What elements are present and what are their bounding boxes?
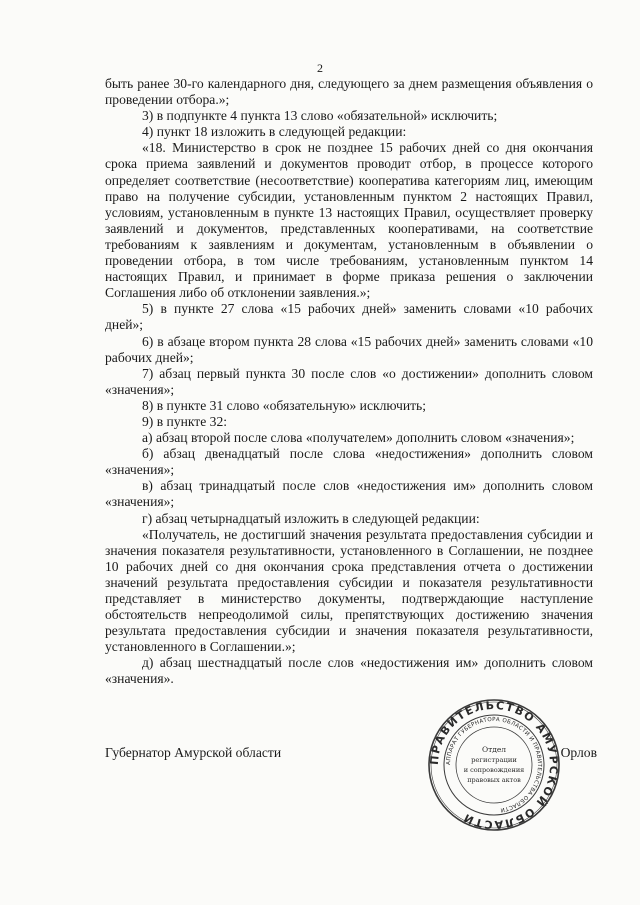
paragraph-subitem-a: а) абзац второй после слова «получателем» дополнить словом «значения»; [142,430,575,446]
document-body [105,76,593,688]
paragraph-item-3: 3) в подпункте 4 пункта 13 слово «обязательной» исключить; [142,108,498,124]
paragraph-item-5: 5) в пункте 27 слова «15 рабочих дней» заменить словами «10 рабочих дней»; [105,301,593,333]
paragraph-subitem-v: в) абзац тринадцатый после слов «недостижения им» дополнить словом «значения»; [105,478,593,510]
seal-center-line-4: правовых актов [467,776,521,784]
paragraph-item-4: 4) пункт 18 изложить в следующей редакции: [142,124,407,140]
paragraph-item-7: 7) абзац первый пункта 30 после слов «о достижении» дополнить словом «значения»; [105,365,593,397]
official-seal-stamp [427,698,561,832]
paragraph-new-clause-18: «18. Министерство в срок не позднее 15 рабочих дней со дня окончания срока приема заявлений и документов проводит отбор, в процессе которого определяет соответствие (несоответствие) кооператива категориям лиц, имеющим право на получение субсидии, установленным пунктом 2 настоящих Правил, условиям, установленным в пункте 13 настоящих Правил, осуществляет проверку заявлений и документов, представленных кооперативами, на соответствие требованиям к заявлениям и документам, установленным в объявлении о проведении отбора, в том числе требованиям, установленным пунктом 14 настоящих Правил, и принимает в форме приказа решения о заключении Соглашения либо об отклонении заявления.»; [105,140,593,301]
signatory-title: Губернатор Амурской области [105,745,282,760]
paragraph-subitem-g: г) абзац четырнадцатый изложить в следующей редакции: [142,510,480,526]
seal-inner-text: АППАРАТ ГУБЕРНАТОРА ОБЛАСТИ И ПРАВИТЕЛЬСТВА ОБЛАСТИ [445,716,543,813]
signatory-name: Орлов [560,745,597,760]
paragraph-continuation: быть ранее 30-го календарного дня, следующего за днем размещения объявления о проведении отбора.»; [105,76,593,108]
seal-outer-text: ПРАВИТЕЛЬСТВО АМУРСКОЙ ОБЛАСТИ [427,698,561,832]
page-number: 2 [317,61,323,75]
paragraph-subitem-b: б) абзац двенадцатый после слова «недостижения» дополнить словом «значения»; [105,446,593,478]
svg-text:АППАРАТ ГУБЕРНАТОРА ОБЛАСТИ И [446,717,542,813]
paragraph-item-9: 9) в пункте 32: [142,413,228,429]
paragraph-subitem-d: д) абзац шестнадцатый после слов «недостижения им» дополнить словом «значения». [105,655,593,687]
paragraph-item-6: 6) в абзаце втором пункта 28 слова «15 рабочих дней» заменить словами «10 рабочих дней»; [105,333,593,365]
seal-center-line-2: регистрации [471,756,517,764]
paragraph-item-8: 8) в пункте 31 слово «обязательную» исключить; [142,397,427,413]
seal-center-line-1: Отдел [481,745,507,754]
paragraph-new-abzac: «Получатель, не достигший значения результата предоставления субсидии и значения показателя результативности, установленного в Соглашении, не позднее 10 рабочих дней со дня окончания срока представления отчета о достижении значений результата предоставления субсидии и показателя результативности представляет в министерство документы, подтверждающие наступление обстоятельств непреодолимой силы, препятствующих достижению значения результата предоставления субсидии и значения показателя результативности, установленного в Соглашении.»; [105,526,593,655]
seal-center-line-3: и сопровождения [463,766,525,774]
